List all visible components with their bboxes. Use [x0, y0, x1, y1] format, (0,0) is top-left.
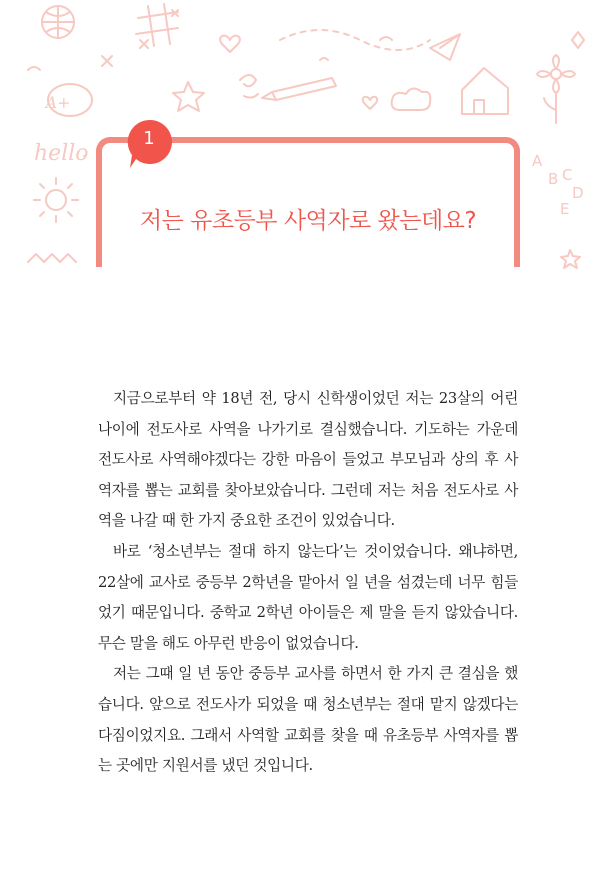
paragraph: 저는 그때 일 년 동안 중등부 교사를 하면서 한 가지 큰 결심을 했습니다. 앞으로 전도사가 되었을 때 청소년부는 절대 맡지 않겠다는 다짐이었지요. 그래서 사역할 교회를 찾을 때 유초등부 사역자를 뽑는 곳에만 지원서를 냈던 것입니다.: [98, 665, 518, 775]
sun-icon: [34, 178, 78, 222]
paragraph: 지금으로부터 약 18년 전, 당시 신학생이었던 저는 23살의 어린 나이에 전도사로 사역을 나가기로 결심했습니다. 기도하는 가운데 전도사로 사역해야겠다는 강한 마음이 들었고 부모님과 상의 후 사역자를 뽑는 교회를 찾아보았습니다. 그런데 저는 처음 전도사로 사역을 나갈 때 한 가지 중요한 조건이 있었습니다.: [98, 390, 518, 530]
chapter-number: 1: [143, 128, 155, 149]
pencil-icon: [262, 78, 336, 100]
letter-b: B: [548, 170, 559, 188]
paper-plane-icon: [430, 34, 460, 60]
tic-tac-toe-icon: [136, 4, 178, 48]
house-icon: [462, 68, 508, 114]
body-text: [98, 384, 518, 782]
letter-d: D: [572, 184, 584, 202]
flower-icon: [537, 55, 575, 123]
heart-icon: [220, 36, 377, 109]
grade-text: A+: [45, 93, 71, 112]
chapter-title: 저는 유초등부 사역자로 왔는데요?: [139, 208, 477, 234]
letter-a: A: [532, 152, 543, 170]
paragraph: 바로 ‘청소년부는 절대 하지 않는다’는 것이었습니다. 왜냐하면, 22살에 교사로 중등부 2학년을 맡아서 일 년을 섬겼는데 너무 힘들었기 때문입니다. 중학교 2학년 아이들은 제 말을 듣지 않았습니다. 무슨 말을 해도 아무런 반응이 없었습니다.: [98, 542, 518, 652]
letter-c: C: [562, 166, 573, 184]
hello-text: hello: [34, 141, 89, 166]
cloud-icon: [392, 88, 431, 110]
letter-e: E: [560, 200, 570, 218]
globe-icon: [42, 6, 74, 38]
